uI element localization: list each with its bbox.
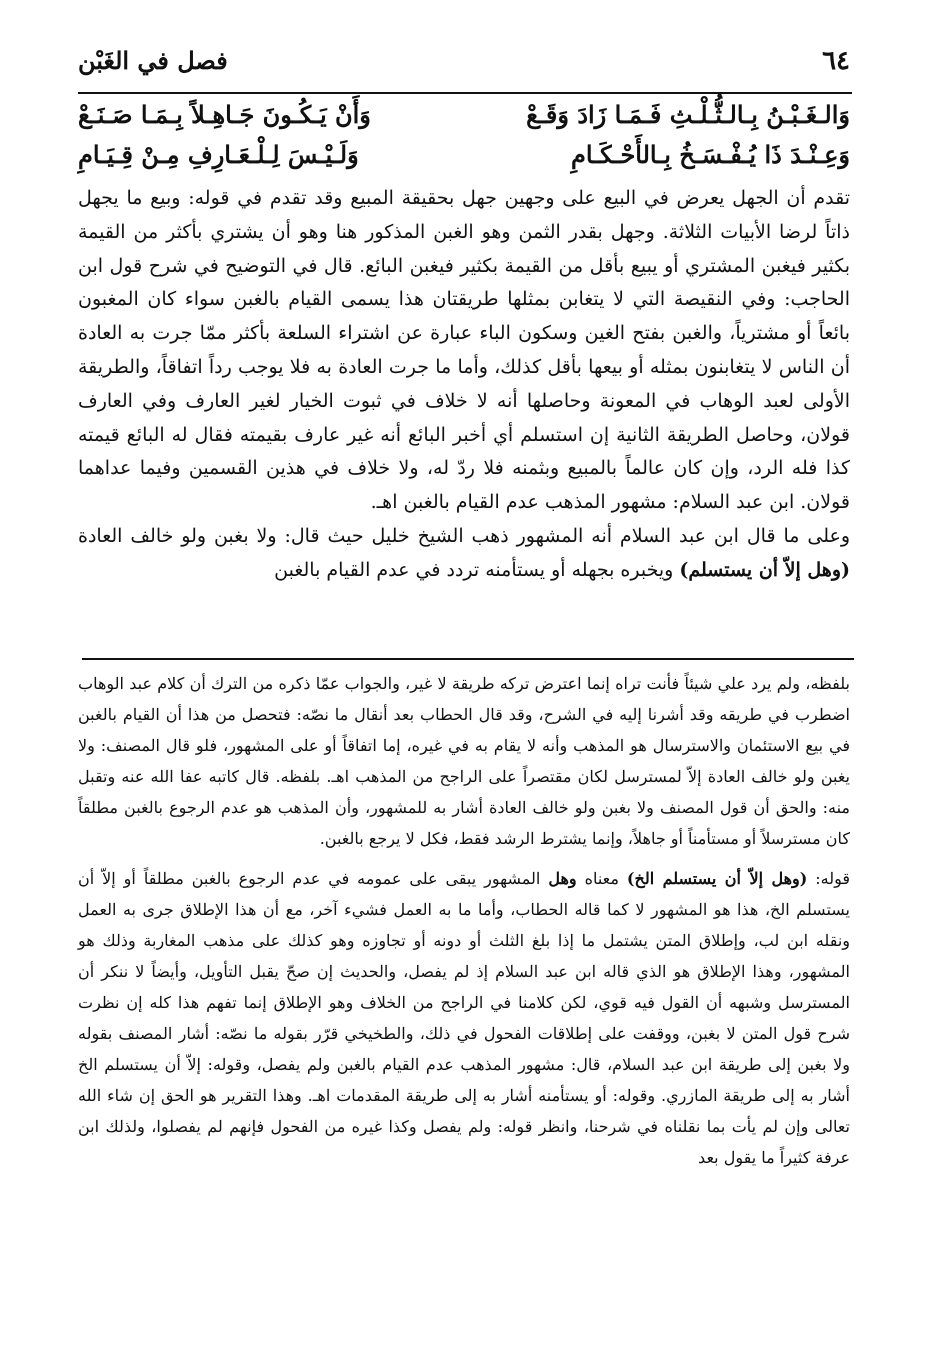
footnote-2-keyword: وهل bbox=[548, 868, 577, 888]
footnote-2 bbox=[78, 863, 850, 1174]
footnote-2-body: المشهور يبقى على عمومه في عدم الرجوع بالغبن مطلقاً أو إلاّ أن يستسلم الخ، هذا هو المشهور لا كما قاله الحطاب، وأما ما به العمل فشيء آخر، مع أن هذا الإطلاق جرى به العمل ونقله ابن لب، وإطلاق المتن يشتمل ما إذا بلغ الثلث أو دونه أو تجاوزه وهو كذلك على مذهب المغاربة وذلك هو المشهور، وهذا الإطلاق هو الذي قاله ابن عبد السلام إذ لم يفصل، والحديث إن صحّ يقبل التأويل، وأيضاً لا ننكر أن المسترسل وشبهه أن القول فيه قوي، لكن كلامنا في الراجح من الخلاف وهو الإطلاق إنما تفهم هذا كله إن نظرت شرح قول المتن لا بغبن، ووقفت على إطلاقات الفحول في ذلك، والطخيخي قرّر بقوله ما نصّه: أشار المصنف بقوله ولا بغبن إلى طريقة ابن عبد السلام، قال: مشهور المذهب عدم القيام بالغبن ولم يفصل، وقوله: إلاّ أن يستسلم الخ أشار به إلى طريقة المازري. وقوله: أو يستأمنه أشار به إلى طريقة المقدمات اهـ. وهذا التقرير هو الحق إن شاء الله تعالى وإن لم يأت بما نقلناه في شرحنا، وانظر قوله: ولم يفصل وكذا غيره من الفحول فإنهم لم يفصلوا، ولذلك ابن عرفة كثيراً ما يقول بعد bbox=[78, 868, 851, 1168]
footnote-divider bbox=[82, 658, 854, 660]
footnote-1: بلفظه، ولم يرد علي شيئاً فأنت تراه إنما اعترض تركه طريقة لا غير، والجواب عمّا ذكره من الترك أن كلام عبد الوهاب اضطرب في طريقه وقد أشرنا إليه في الشرح، وقد قال الحطاب بعد أنقال ما نصّه: فتحصل من هذا أن القيام بالغبن في بيع الاستئمان والاسترسال هو المذهب وأنه لا يقام به في غيره، إما اتفاقاً أو على المشهور، فلو قال المصنف: ولا يغبن ولو خالف العادة إلاّ لمسترسل لكان مقتصراً على الراجح من المذهب اهـ. بلفظه. قال كاتبه عفا الله عنه وتقبل منه: والحق أن قول المصنف ولا بغبن ولو خالف العادة أشار به للمشهور، وأن المذهب هو عدم الرجوع بالغبن مطلقاً كان مسترسلاً أو مستأمناً أو جاهلاً، وإنما يشترط الرشد فقط، فكل لا يرجع بالغبن. bbox=[78, 674, 851, 849]
verse-line-2-second-hemistich: وَلَـيْـسَ لِـلْـعَـارِفِ مِـنْ قِـيَـامِ bbox=[78, 140, 359, 169]
chapter-title: فصل في الغَبْن bbox=[78, 46, 228, 75]
verse-line-1 bbox=[78, 100, 850, 140]
footnote-2-lead: قوله: bbox=[807, 868, 851, 888]
main-paragraph-2 bbox=[78, 520, 850, 588]
main-paragraph-2-end: ويخبره بجهله أو يستأمنه تردد في عدم القيام بالغبن bbox=[274, 558, 680, 581]
page-number: ٦٤ bbox=[822, 46, 850, 76]
verse-line-1-second-hemistich: وَأَنْ يَـكُـونَ جَـاهِـلاً بِـمَـا صَـنَـعْ bbox=[78, 100, 371, 129]
verse-line-2 bbox=[78, 140, 850, 180]
page-header bbox=[78, 40, 850, 90]
header-divider bbox=[78, 92, 852, 94]
footnote-2-quote: (وهل إلاّ أن يستسلم الخ) bbox=[626, 868, 808, 888]
main-text bbox=[78, 182, 850, 588]
footnote-2-mid: معناه bbox=[576, 868, 627, 888]
main-paragraph-1: تقدم أن الجهل يعرض في البيع على وجهين جهل بحقيقة المبيع وقد تقدم في قوله: وبيع ما يجهل ذاتاً لرضا الأبيات الثلاثة. وجهل بقدر الثمن وهو الغبن المذكور هنا وهو أن يشتري بأكثر من القيمة بكثير فيغبن المشتري أو يبيع بأقل من القيمة بكثير فيغبن البائع. قال في التوضيح في شرح قول ابن الحاجب: وفي النقيصة التي لا يتغابن بمثلها طريقتان هذا يسمى القيام بالغبن سواء كان المغبون بائعاً أو مشترياً، والغبن بفتح الغين وسكون الباء عبارة عن اشتراء السلعة بأكثر ممّا جرت به العادة أن الناس لا يتغابنون بمثله أو بيعها بأقل كذلك، وأما ما جرت العادة به فلا يوجب رداً اتفاقاً، والطريقة الأولى لعبد الوهاب في المعونة وحاصلها أنه لا خلاف في ثبوت الخيار لغير العارف وفي العارف قولان، وحاصل الطريقة الثانية إن استسلم أي أخبر البائع أنه غير عارف بقيمته فقال له البائع قيمته كذا فله الرد، وإن كان عالماً بالمبيع وبثمنه فلا ردّ له، ولا خلاف في هذين القسمين وفيما عداهما قولان. ابن عبد السلام: مشهور المذهب عدم القيام بالغبن اهـ. bbox=[78, 187, 850, 514]
verse-line-1-first-hemistich: وَالـغَـبْـنُ بِـالـثُّـلْـثِ فَـمَـا زَادَ وَقَـعْ bbox=[526, 100, 850, 129]
verse-block bbox=[78, 100, 850, 180]
footnotes-section bbox=[78, 668, 850, 1174]
main-paragraph-2-start: وعلى ما قال ابن عبد السلام أنه المشهور ذهب الشيخ خليل حيث قال: ولا بغبن ولو خالف العادة bbox=[78, 524, 850, 547]
verse-line-2-first-hemistich: وَعِـنْـدَ ذَا يُـفْـسَـخُ بِـالأَحْـكَـامِ bbox=[570, 140, 850, 169]
matn-quote: (وهل إلاّ أن يستسلم) bbox=[679, 558, 850, 581]
